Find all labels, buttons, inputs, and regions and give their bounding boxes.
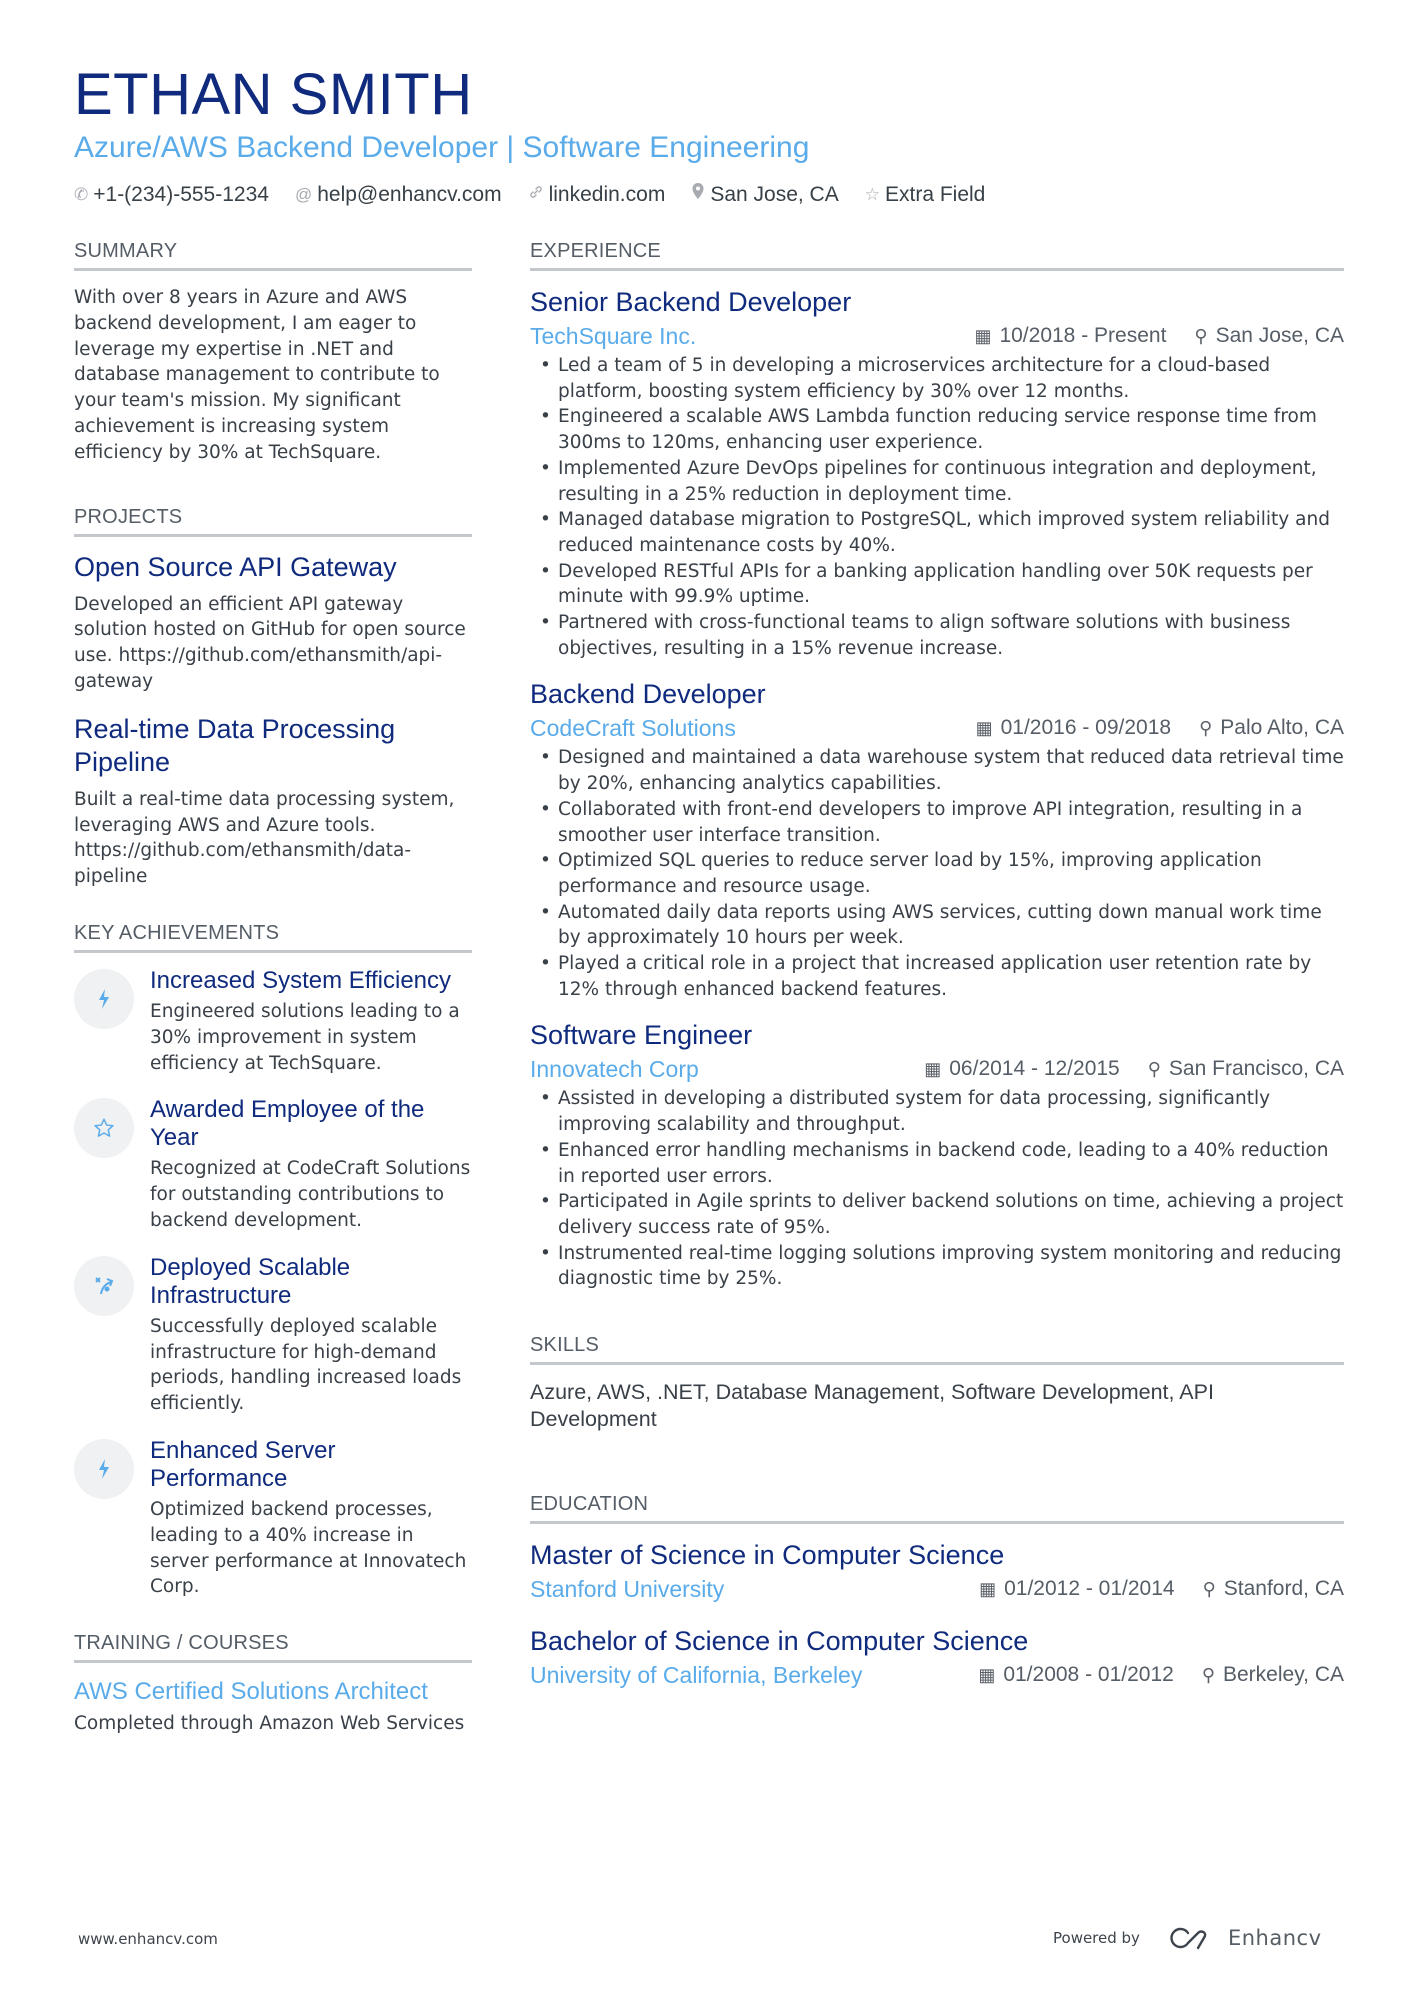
education-location: Stanford, CA	[1223, 1577, 1344, 1601]
phone-text: +1-(234)-555-1234	[93, 183, 269, 206]
location-pin-icon: ⚲	[1194, 326, 1208, 346]
right-column	[530, 238, 1344, 1722]
bullet: • Instrumented real-time logging solutions improving system monitoring and reducing diagnostic time by 25%.	[530, 1241, 1344, 1292]
bullet: • Partnered with cross-functional teams to align software solutions with business objectives, resulting in a 15% revenue increase.	[530, 610, 1344, 661]
candidate-title: Azure/AWS Backend Developer | Software Engineering	[74, 131, 810, 164]
job-dates: 10/2018 - Present	[999, 324, 1167, 347]
job-title: Software Engineer	[530, 1020, 753, 1051]
job-title: Senior Backend Developer	[530, 287, 852, 317]
footer-website[interactable]: www.enhancv.com	[78, 1930, 218, 1948]
company-name: TechSquare Inc.	[530, 323, 697, 349]
job-entry	[530, 285, 1344, 661]
location-pin-icon: ⚲	[1202, 1579, 1216, 1600]
footer-branding	[1053, 1925, 1322, 1951]
skills-text: Azure, AWS, .NET, Database Management, Software Development, API Development	[530, 1380, 1214, 1432]
lightning-icon	[74, 969, 134, 1029]
contact-linkedin[interactable]	[528, 180, 666, 210]
achievement-description: Engineered solutions leading to a 30% improvement in system efficiency at TechSquare.	[150, 1000, 460, 1074]
job-dates: 01/2016 - 09/2018	[1000, 716, 1172, 740]
summary-text: With over 8 years in Azure and AWS backend development, I am eager to leverage my expertise in .NET and database management to contribute to your team's mission. My significant achievement is increasing system efficiency by 30% at TechSquare.	[74, 287, 440, 463]
email-text[interactable]: help@enhancv.com	[317, 183, 502, 206]
achievement-title: Increased System Efficiency	[150, 966, 452, 994]
location-pin-icon	[691, 180, 705, 210]
contact-extra	[865, 180, 986, 210]
project-title: Real-time Data Processing Pipeline	[74, 713, 396, 777]
training-title: AWS Certified Solutions Architect	[74, 1678, 428, 1706]
bullet: • Led a team of 5 in developing a microservices architecture for a cloud-based platform, boosting system efficiency by 30% over 12 months.	[530, 353, 1344, 404]
job-location: San Francisco, CA	[1168, 1057, 1344, 1081]
achievement-description: Successfully deployed scalable infrastructure for high-demand periods, handling increased loads efficiently.	[150, 1315, 462, 1415]
bullet: • Participated in Agile sprints to deliver backend solutions on time, achieving a project delivery success rate of 95%.	[530, 1189, 1344, 1240]
link-icon	[528, 180, 544, 210]
company-name: CodeCraft Solutions	[530, 715, 736, 742]
section-title-education: EDUCATION	[530, 1491, 1344, 1524]
job-dates: 06/2014 - 12/2015	[949, 1057, 1120, 1081]
achievement-item	[74, 1437, 472, 1600]
section-title-training: TRAINING / COURSES	[74, 1630, 472, 1663]
phone-icon: ✆	[74, 185, 89, 204]
bullet: • Collaborated with front-end developers to improve API integration, resulting in a smoother user interface transition.	[530, 797, 1344, 848]
achievement-title: Awarded Employee of the Year	[150, 1096, 425, 1152]
company-name: Innovatech Corp	[530, 1056, 699, 1083]
achievement-item	[74, 1096, 472, 1233]
bullet: • Automated daily data reports using AWS services, cutting down manual work time by approximately 10 hours per week.	[530, 900, 1344, 951]
education-dates: 01/2008 - 01/2012	[1003, 1663, 1174, 1687]
calendar-icon: ▦	[979, 1579, 997, 1600]
education-dates: 01/2012 - 01/2014	[1004, 1577, 1175, 1601]
job-location: Palo Alto, CA	[1220, 716, 1344, 740]
location-pin-icon: ⚲	[1201, 1665, 1215, 1686]
section-title-experience: EXPERIENCE	[530, 238, 1344, 271]
extra-field-text: Extra Field	[884, 183, 986, 206]
skills-section	[530, 1332, 1344, 1433]
project-item	[74, 551, 472, 695]
star-icon	[74, 1098, 134, 1158]
enhancv-logo[interactable]	[1168, 1925, 1322, 1951]
bullet: • Enhanced error handling mechanisms in backend code, leading to a 40% reduction in reported user errors.	[530, 1138, 1344, 1189]
bullet: • Engineered a scalable AWS Lambda function reducing service response time from 300ms to 120ms, enhancing user experience.	[530, 404, 1344, 455]
job-title: Backend Developer	[530, 679, 766, 710]
school-name: University of California, Berkeley	[530, 1662, 863, 1689]
education-location: Berkeley, CA	[1223, 1663, 1344, 1687]
section-title-projects: PROJECTS	[74, 504, 472, 537]
calendar-icon: ▦	[974, 326, 992, 346]
left-column	[74, 238, 472, 1767]
enhancv-logo-icon	[1168, 1925, 1214, 1951]
projects-section	[74, 504, 472, 890]
brand-name: Enhancv	[1227, 1926, 1322, 1950]
bullet: • Designed and maintained a data warehouse system that reduced data retrieval time by 20%, enhancing analytics capabilities.	[530, 745, 1344, 796]
project-title: Open Source API Gateway	[74, 551, 397, 582]
location-text: San Jose, CA	[710, 183, 839, 206]
achievements-section	[74, 920, 472, 1600]
job-location: San Jose, CA	[1215, 324, 1344, 347]
bullet: • Managed database migration to PostgreSQL, which improved system reliability and reduced maintenance costs by 40%.	[530, 507, 1344, 558]
education-entry	[530, 1538, 1344, 1606]
section-title-summary: SUMMARY	[74, 238, 472, 271]
candidate-name: ETHAN SMITH	[74, 62, 473, 127]
bullet: • Optimized SQL queries to reduce server load by 15%, improving application performance and resource usage.	[530, 848, 1344, 899]
project-description: Developed an efficient API gateway solution hosted on GitHub for open source use. https://github.com/ethansmith/api-gateway	[74, 593, 466, 692]
degree: Bachelor of Science in Computer Science	[530, 1626, 1029, 1657]
contact-location	[691, 180, 838, 210]
location-pin-icon: ⚲	[1147, 1059, 1161, 1080]
experience-section	[530, 238, 1344, 1292]
strategy-icon	[74, 1256, 134, 1316]
bullet: • Developed RESTful APIs for a banking application handling over 50K requests per minute with 99.9% uptime.	[530, 559, 1344, 610]
calendar-icon: ▦	[975, 718, 993, 739]
education-section	[530, 1491, 1344, 1692]
bullet: • Implemented Azure DevOps pipelines for continuous integration and deployment, resulting in a 25% reduction in deployment time.	[530, 456, 1344, 507]
job-bullets	[530, 353, 1344, 661]
section-title-achievements: KEY ACHIEVEMENTS	[74, 920, 472, 953]
achievement-item	[74, 967, 472, 1076]
education-entry	[530, 1624, 1344, 1692]
contact-bar	[74, 180, 1344, 210]
achievement-item	[74, 1254, 472, 1417]
project-item	[74, 713, 472, 890]
achievement-description: Recognized at CodeCraft Solutions for outstanding contributions to backend development.	[150, 1158, 471, 1231]
project-description: Built a real-time data processing system, leveraging AWS and Azure tools. https://github.com/ethansmith/data-pipeline	[74, 788, 455, 888]
calendar-icon: ▦	[978, 1665, 996, 1686]
contact-email[interactable]	[295, 180, 502, 210]
bullet: • Assisted in developing a distributed system for data processing, significantly improving scalability and throughput.	[530, 1086, 1344, 1137]
contact-phone	[74, 180, 269, 210]
achievement-title: Enhanced Server Performance	[150, 1436, 336, 1492]
lightning-icon	[74, 1439, 134, 1499]
summary-section	[74, 238, 472, 466]
training-section	[74, 1630, 472, 1737]
achievement-title: Deployed Scalable Infrastructure	[150, 1253, 351, 1309]
job-entry	[530, 677, 1344, 1002]
job-entry	[530, 1018, 1344, 1292]
bullet: • Played a critical role in a project that increased application user retention rate by 12% through enhanced backend features.	[530, 951, 1344, 1002]
training-description: Completed through Amazon Web Services	[74, 1713, 465, 1735]
location-pin-icon: ⚲	[1199, 718, 1213, 739]
section-title-skills: SKILLS	[530, 1332, 1344, 1365]
job-bullets	[530, 1086, 1344, 1292]
school-name: Stanford University	[530, 1576, 725, 1603]
star-icon: ☆	[864, 185, 880, 204]
powered-by-label: Powered by	[1053, 1929, 1140, 1947]
job-bullets	[530, 745, 1344, 1002]
linkedin-text[interactable]: linkedin.com	[548, 183, 666, 206]
at-icon: @	[294, 185, 313, 204]
degree: Master of Science in Computer Science	[530, 1540, 1005, 1571]
calendar-icon: ▦	[924, 1059, 942, 1080]
resume-header	[74, 60, 1344, 210]
achievement-description: Optimized backend processes, leading to a 40% increase in server performance at Innovatech Corp.	[150, 1498, 467, 1598]
